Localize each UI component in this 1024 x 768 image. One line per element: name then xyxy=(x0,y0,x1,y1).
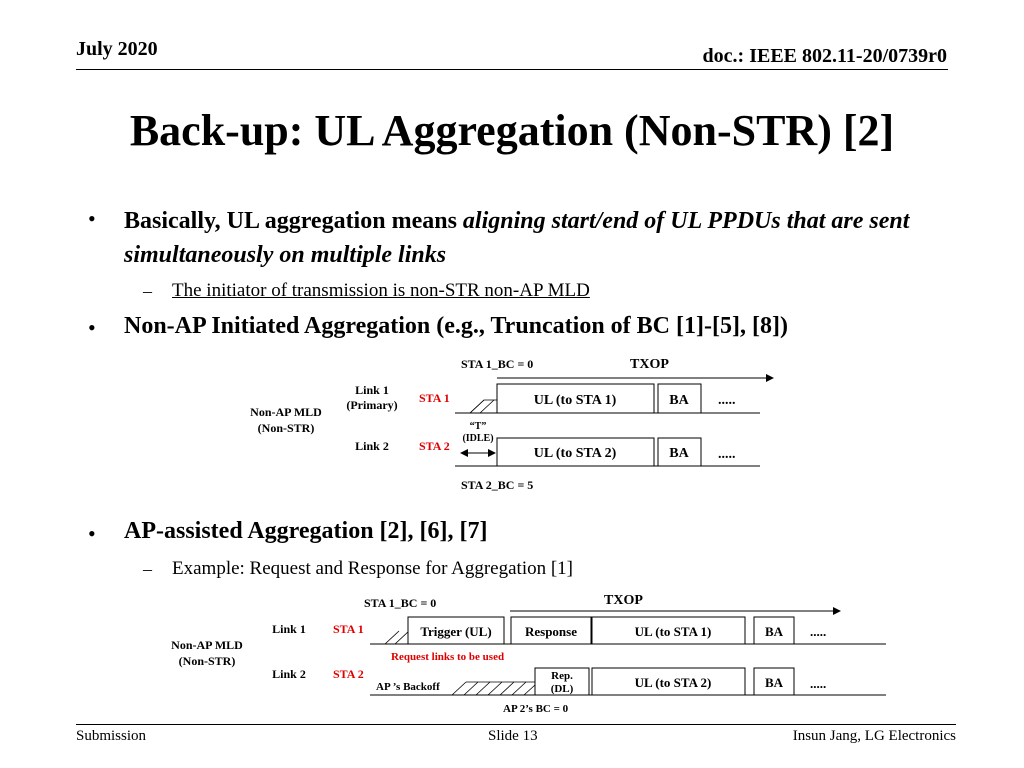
sub-bullet-initiator: The initiator of transmission is non-STR non-AP MLD xyxy=(172,280,590,301)
ul-sta1-label: UL (to STA 1) xyxy=(533,393,617,408)
mld-label: Non-AP MLD xyxy=(171,638,243,652)
sta1-bc-label: STA 1_BC = 0 xyxy=(461,357,534,371)
ul-sta1-label: UL (to STA 1) xyxy=(634,624,712,639)
t-label: “T” xyxy=(469,421,487,432)
continuation-dots-1: ..... xyxy=(810,624,827,639)
link1-primary-label: (Primary) xyxy=(346,398,398,412)
sta2-label: STA 2 xyxy=(419,439,450,453)
bullet-marker: • xyxy=(88,521,96,546)
sta1-label: STA 1 xyxy=(333,622,364,636)
ul-sta2-label: UL (to STA 2) xyxy=(533,446,617,461)
ap-assisted-aggregation-diagram xyxy=(160,590,895,720)
bullet-non-ap-initiated: Non-AP Initiated Aggregation (e.g., Truncation of BC [1]-[5], [8]) xyxy=(124,313,788,339)
txop-label: TXOP xyxy=(630,357,669,372)
footer-divider xyxy=(76,724,956,725)
header-date: July 2020 xyxy=(76,38,158,60)
request-links-label: Request links to be used xyxy=(391,651,505,663)
non-str-label: (Non-STR) xyxy=(178,654,236,668)
sub-bullet-example: Example: Request and Response for Aggregation [1] xyxy=(172,558,574,579)
non-str-label: (Non-STR) xyxy=(257,421,315,435)
footer-slide-number: Slide 13 xyxy=(488,728,538,744)
slide-title: Back-up: UL Aggregation (Non-STR) [2] xyxy=(129,106,895,155)
ba2-label: BA xyxy=(669,446,689,461)
sub-bullet-marker: – xyxy=(143,559,152,579)
sub-bullet-marker: – xyxy=(143,281,152,301)
idle-label: (IDLE) xyxy=(462,433,494,444)
txop-label: TXOP xyxy=(604,593,643,608)
sta2-label: STA 2 xyxy=(333,667,364,681)
link2-label: Link 2 xyxy=(272,667,306,681)
backoff-hatch-link1 xyxy=(470,400,497,413)
ba1-label: BA xyxy=(669,393,689,408)
continuation-dots-2: ..... xyxy=(810,676,827,691)
ap-backoff-label: AP ’s Backoff xyxy=(376,681,440,693)
header-doc-id: doc.: IEEE 802.11-20/0739r0 xyxy=(702,45,947,67)
bullet-marker: • xyxy=(88,315,96,340)
sta2-bc-label: STA 2_BC = 5 xyxy=(461,478,534,492)
link1-label: Link 1 xyxy=(355,383,389,397)
header-divider xyxy=(76,69,948,70)
trigger-ul-label: Trigger (UL) xyxy=(420,624,492,639)
link1-label: Link 1 xyxy=(272,622,306,636)
ap2-bc-label: AP 2’s BC = 0 xyxy=(503,703,569,715)
bullet-marker: • xyxy=(88,206,96,231)
bullet-ul-aggregation xyxy=(124,204,924,272)
rep-label: Rep. xyxy=(551,670,573,682)
ul-sta2-label: UL (to STA 2) xyxy=(634,675,712,690)
backoff-hatch-link1 xyxy=(385,631,409,644)
mld-label: Non-AP MLD xyxy=(250,405,322,419)
bullet-ul-aggregation-bold: Basically, UL aggregation means xyxy=(124,208,463,234)
response-label: Response xyxy=(524,624,578,639)
bullet-ap-assisted: AP-assisted Aggregation [2], [6], [7] xyxy=(124,518,488,544)
bullet-ul-aggregation-italic: aligning start/end of UL PPDUs that are sent simultaneously on multiple links xyxy=(124,208,910,268)
non-ap-aggregation-diagram xyxy=(240,350,800,500)
sta1-label: STA 1 xyxy=(419,391,450,405)
sta1-bc-label: STA 1_BC = 0 xyxy=(364,596,437,610)
ba1-label: BA xyxy=(764,624,784,639)
ba2-label: BA xyxy=(764,675,784,690)
continuation-dots-1: ..... xyxy=(718,393,736,408)
dl-label: (DL) xyxy=(550,683,574,695)
continuation-dots-2: ..... xyxy=(718,447,736,462)
footer-submission: Submission xyxy=(76,728,147,744)
link2-label: Link 2 xyxy=(355,439,389,453)
backoff-hatch-link2 xyxy=(452,682,535,695)
footer-author: Insun Jang, LG Electronics xyxy=(792,728,956,744)
